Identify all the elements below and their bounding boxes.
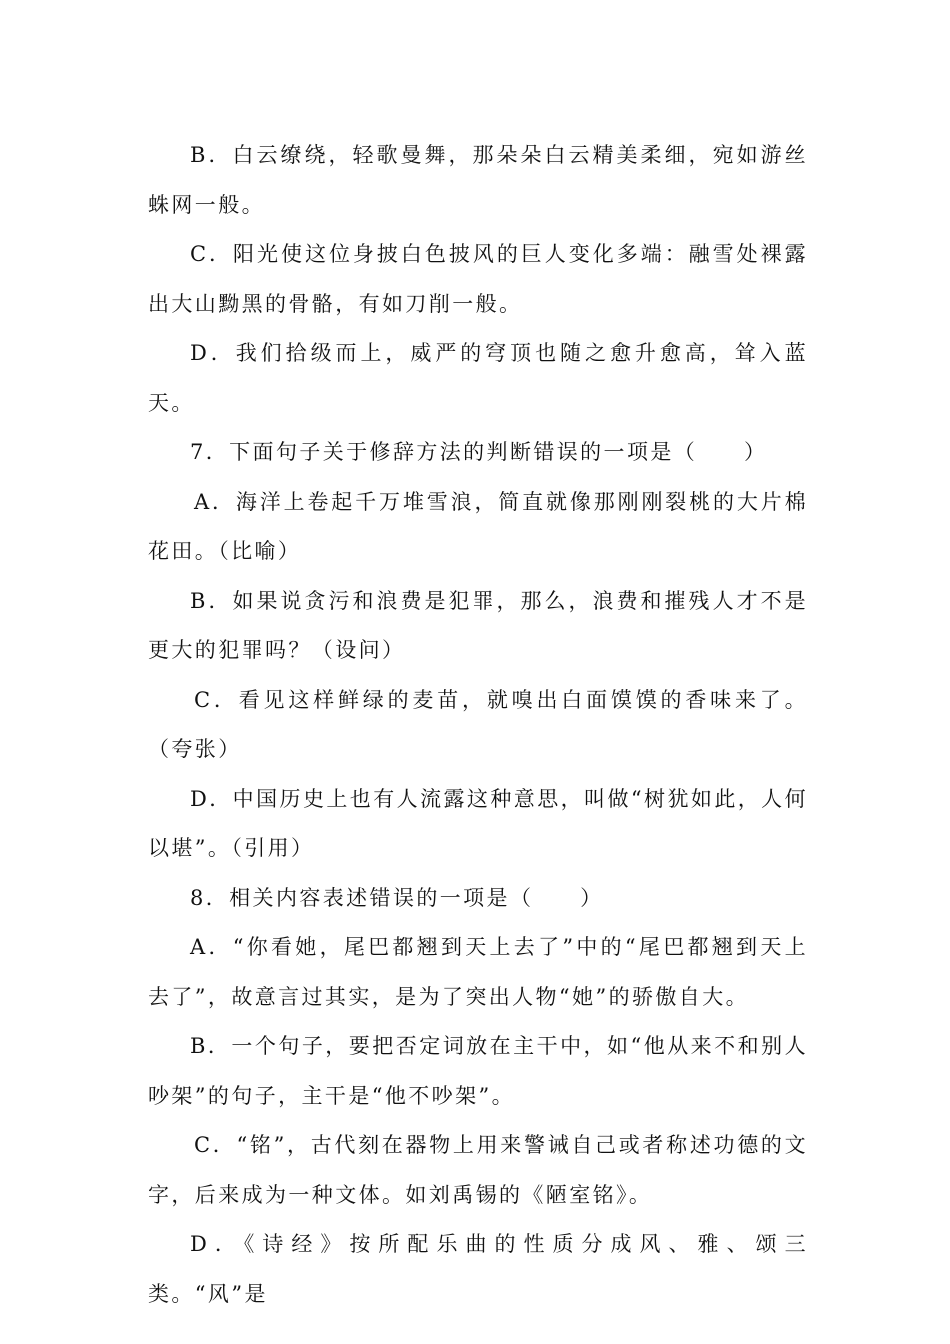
q7-option-c: C．看见这样鲜绿的麦苗，就嗅出白面馍馍的香味来了。（夸张） <box>148 687 808 761</box>
q7-option-b: B．如果说贪污和浪费是犯罪，那么，浪费和摧残人才不是更大的犯罪吗？（设问） <box>148 588 808 662</box>
q8-option-b: B．一个句子，要把否定词放在主干中，如“他从来不和别人吵架”的句子，主干是“他不吵架”。 <box>148 1034 808 1108</box>
q7-stem: 7．下面句子关于修辞方法的判断错误的一项是（ ） <box>190 440 768 464</box>
q6-option-d: D．我们拾级而上，威严的穹顶也随之愈升愈高，耸入蓝天。 <box>148 341 808 415</box>
document-body <box>148 131 808 1319</box>
q8-option-a: A．“你看她，尾巴都翘到天上去了”中的“尾巴都翘到天上去了”，故意言过其实，是为了突出人物“她”的骄傲自大。 <box>148 935 808 1009</box>
q8-option-c: C．“铭”，古代刻在器物上用来警诫自己或者称述功德的文字，后来成为一种文体。如刘禹锡的《陋室铭》。 <box>148 1133 808 1207</box>
q8-stem: 8．相关内容表述错误的一项是（ ） <box>190 885 604 910</box>
q7-option-a: A．海洋上卷起千万堆雪浪，简直就像那刚刚裂桃的大片棉花田。（比喻） <box>148 489 808 563</box>
q6-option-b: B．白云缭绕，轻歌曼舞，那朵朵白云精美柔细，宛如游丝蛛网一般。 <box>148 143 808 217</box>
q8-option-d: D．《诗经》按所配乐曲的性质分成风、雅、颂三类。“风”是 <box>148 1232 808 1306</box>
q6-option-c: C．阳光使这位身披白色披风的巨人变化多端：融雪处裸露出大山黝黑的骨骼，有如刀削一般。 <box>148 242 808 316</box>
q7-option-d: D．中国历史上也有人流露这种意思，叫做“树犹如此，人何以堪”。（引用） <box>148 786 808 860</box>
